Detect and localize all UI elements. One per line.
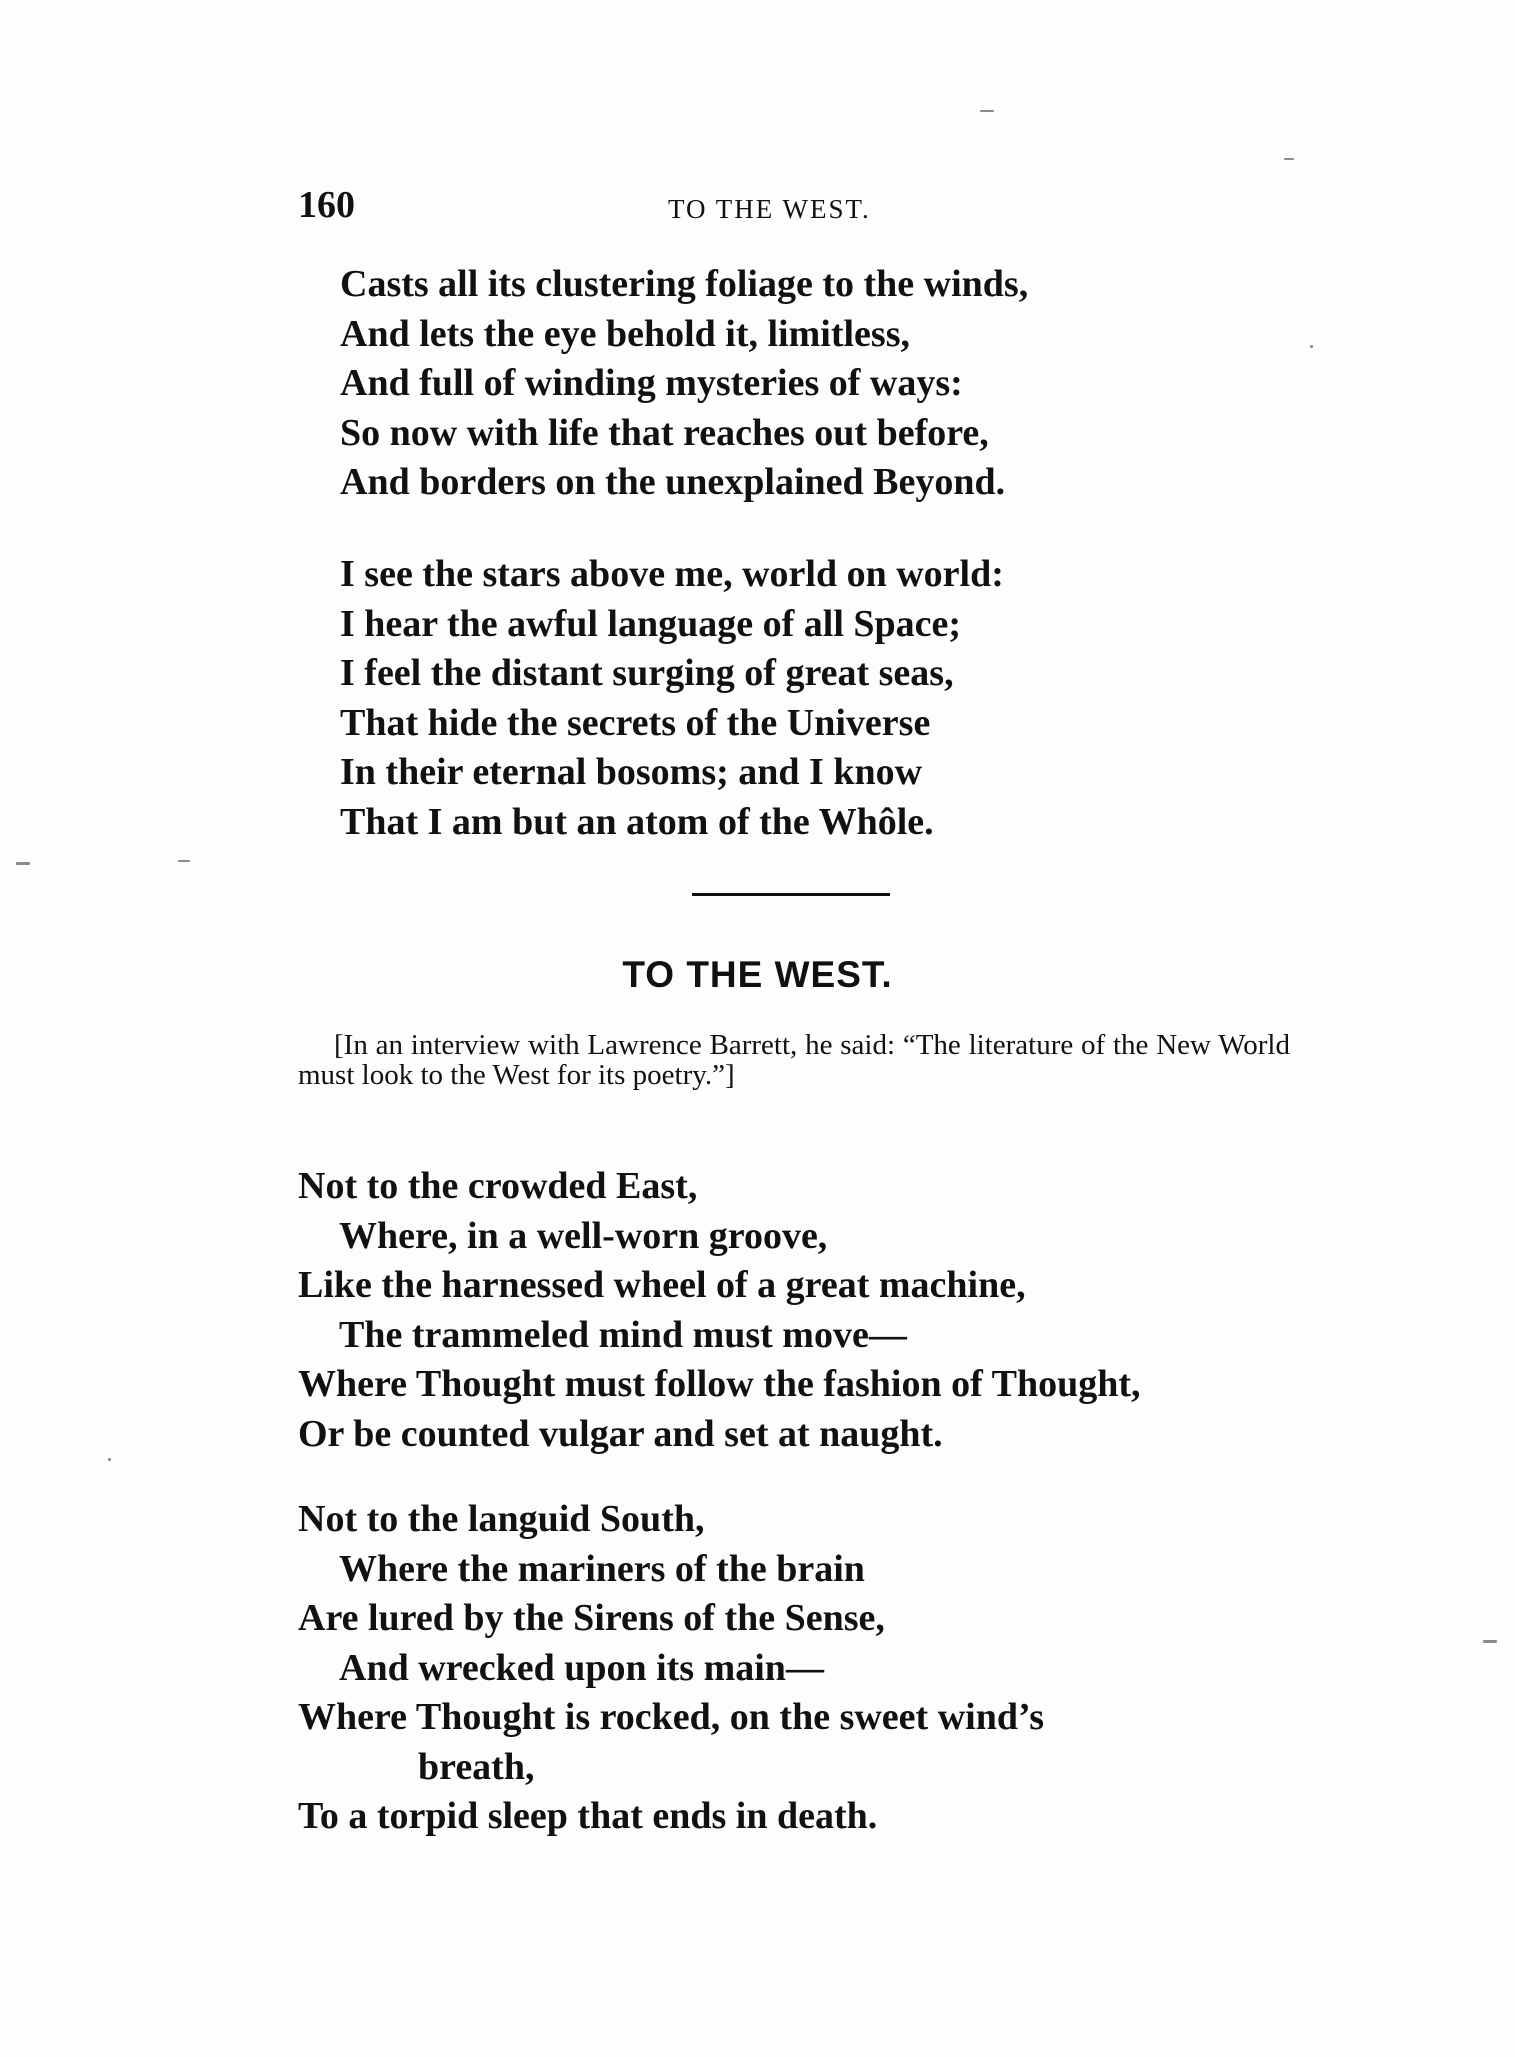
poem-epigraph: [In an interview with Lawrence Barrett, he said: “The literature of the New World must look to the West for its poetry.”] [298, 1029, 1290, 1091]
verse-line: Not to the languid South, [298, 1498, 705, 1540]
previous-poem-stanza [340, 550, 1004, 847]
scan-speck [108, 1458, 111, 1461]
verse-line: Like the harnessed wheel of a great machine, [298, 1264, 1026, 1306]
verse-line: I feel the distant surging of great seas, [340, 652, 954, 694]
page-number: 160 [298, 184, 355, 226]
previous-poem-stanza [340, 260, 1028, 508]
verse-line: That hide the secrets of the Universe [340, 701, 931, 744]
verse-line: And borders on the unexplained Beyond. [340, 461, 1006, 503]
verse-line: Where Thought is rocked, on the sweet wind’s [298, 1696, 1044, 1738]
verse-line: Are lured by the Sirens of the Sense, [298, 1597, 885, 1639]
verse-line: Where, in a well-worn groove, [339, 1214, 828, 1257]
poem-stanza [298, 1495, 1044, 1842]
section-divider [692, 893, 890, 896]
verse-line: Casts all its clustering foliage to the winds, [340, 263, 1029, 305]
running-head [298, 180, 998, 230]
scan-speck [1483, 1640, 1497, 1643]
scan-speck [1310, 345, 1313, 348]
verse-line: And wrecked upon its main— [339, 1646, 824, 1689]
verse-line: Where the mariners of the brain [339, 1547, 865, 1590]
verse-line: And full of winding mysteries of ways: [340, 362, 963, 404]
verse-line: I hear the awful language of all Space; [340, 602, 962, 645]
verse-line: The trammeled mind must move— [339, 1313, 907, 1356]
poem-stanza [298, 1162, 1141, 1459]
verse-line: I see the stars above me, world on world: [340, 553, 1004, 595]
verse-line: Or be counted vulgar and set at naught. [298, 1412, 943, 1455]
running-title: TO THE WEST. [668, 194, 871, 224]
verse-line: Where Thought must follow the fashion of Thought, [298, 1363, 1141, 1405]
verse-line: And lets the eye behold it, limitless, [340, 312, 910, 355]
scan-speck [16, 862, 30, 865]
verse-line: To a torpid sleep that ends in death. [298, 1795, 878, 1837]
scan-speck [980, 110, 994, 112]
verse-line: So now with life that reaches out before, [340, 411, 989, 454]
poem-title: TO THE WEST. [622, 954, 893, 995]
verse-line: That I am but an atom of the Whôle. [340, 800, 934, 843]
scan-speck [178, 860, 190, 862]
scan-speck [1284, 158, 1294, 160]
verse-line: In their eternal bosoms; and I know [340, 751, 923, 793]
verse-line: Not to the crowded East, [298, 1165, 698, 1207]
verse-line-continuation: breath, [418, 1745, 535, 1788]
